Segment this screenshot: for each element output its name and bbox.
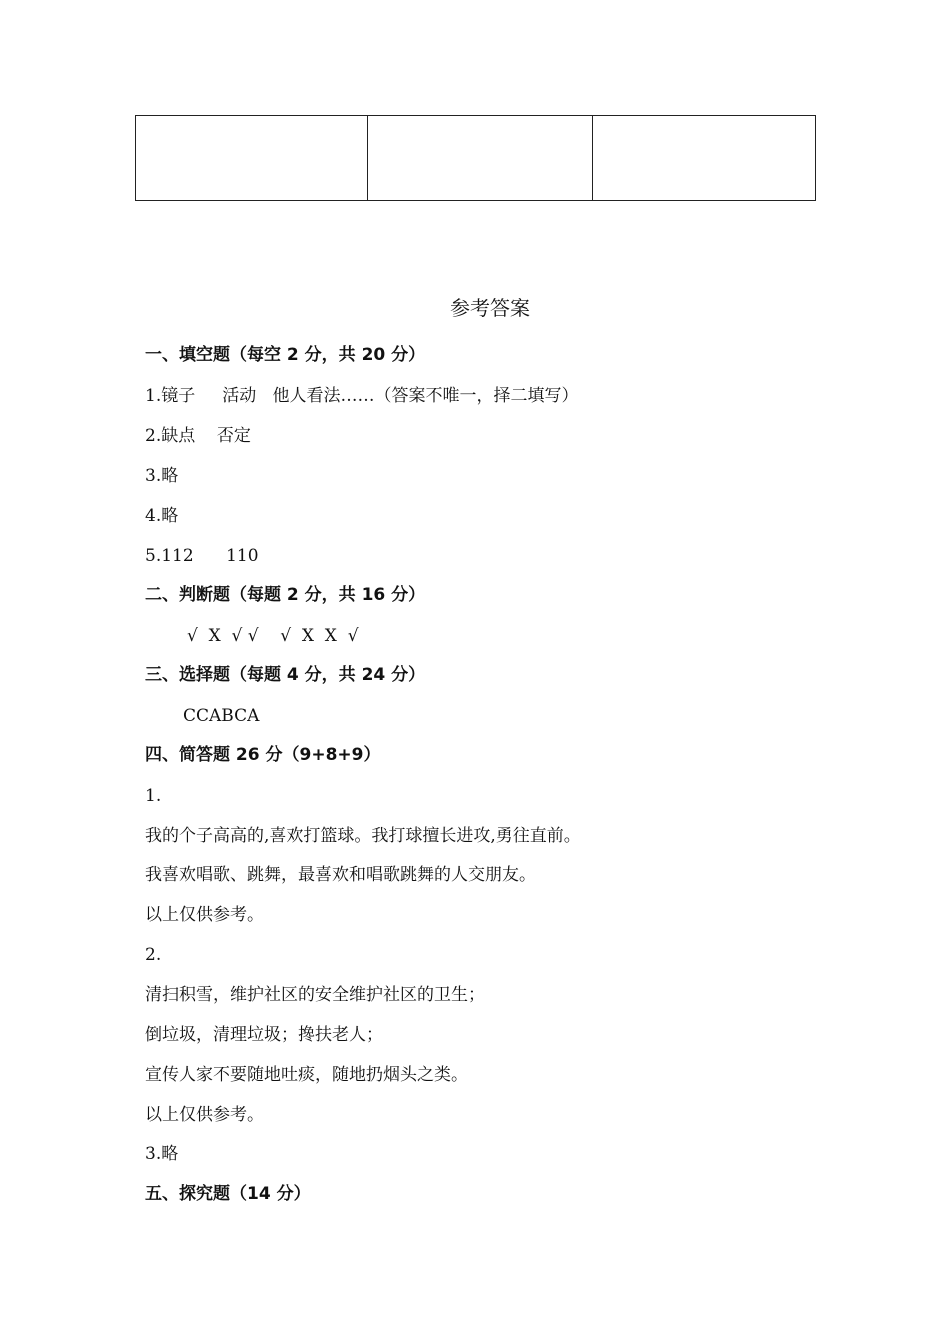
question-1-number: 1.: [145, 786, 162, 806]
question-3: 3.略: [145, 1144, 179, 1164]
section-3-heading: 三、选择题（每题 4 分，共 24 分）: [145, 665, 426, 685]
section-1-item: 3.略: [145, 466, 179, 486]
table-cell: [136, 116, 368, 201]
section-1-item: 4.略: [145, 506, 179, 526]
section-1-item: 2.缺点 否定: [145, 426, 251, 446]
section-2-heading: 二、判断题（每题 2 分，共 16 分）: [145, 585, 426, 605]
section-3-answers: CCABCA: [183, 706, 260, 726]
section-1-item: 5.112 110: [145, 546, 259, 566]
question-2-line: 宣传人家不要随地吐痰，随地扔烟头之类。: [145, 1065, 468, 1085]
section-4-heading: 四、简答题 26 分（9+8+9）: [145, 745, 381, 765]
question-2-line: 倒垃圾，清理垃圾；搀扶老人；: [145, 1025, 383, 1045]
section-5-heading: 五、探究题（14 分）: [145, 1184, 311, 1204]
section-2-answers: √ X √ √ √ X X √: [187, 626, 359, 646]
question-1-line: 我喜欢唱歌、跳舞，最喜欢和唱歌跳舞的人交朋友。: [145, 865, 536, 885]
section-1-item: 1.镜子 活动 他人看法……（答案不唯一，择二填写）: [145, 386, 579, 406]
question-1-line: 我的个子高高的,喜欢打篮球。我打球擅长进攻,勇往直前。: [145, 826, 581, 846]
answer-table: [135, 115, 816, 201]
question-2-number: 2.: [145, 945, 162, 965]
question-2-line: 清扫积雪，维护社区的安全维护社区的卫生；: [145, 985, 485, 1005]
table-cell: [368, 116, 593, 201]
question-1-line: 以上仅供参考。: [145, 905, 264, 925]
question-2-line: 以上仅供参考。: [145, 1105, 264, 1125]
section-1-heading: 一、填空题（每空 2 分，共 20 分）: [145, 345, 426, 365]
table-cell: [593, 116, 816, 201]
page-title: 参考答案: [450, 296, 530, 320]
